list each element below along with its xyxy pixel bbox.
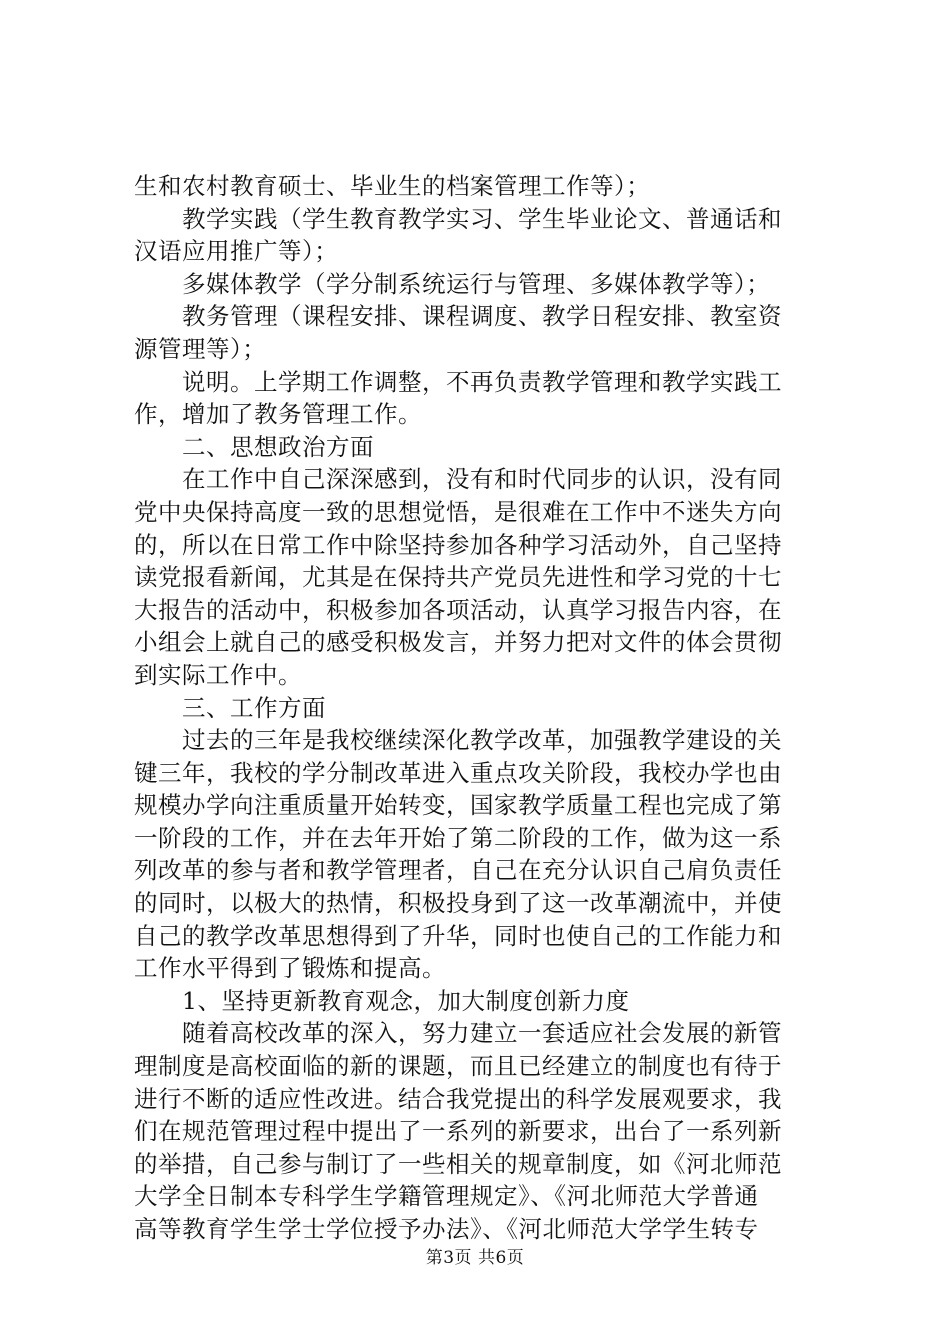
text-line: 说明。上学期工作调整，不再负责教学管理和教学实践工	[182, 367, 782, 396]
text-line: 多媒体教学（学分制系统运行与管理、多媒体教学等）；	[182, 269, 771, 298]
text-line: 三、工作方面	[182, 693, 326, 722]
text-line: 汉语应用推广等）；	[134, 237, 339, 266]
text-line: 过去的三年是我校继续深化教学改革，加强教学建设的关	[182, 726, 782, 755]
text-line: 随着高校改革的深入，努力建立一套适应社会发展的新管	[182, 1019, 782, 1048]
text-line: 党中央保持高度一致的思想觉悟，是很难在工作中不迷失方向	[134, 497, 782, 526]
text-line: 教学实践（学生教育教学实习、学生毕业论文、普通话和	[182, 204, 782, 233]
text-line: 理制度是高校面临的新的课题，而且已经建立的制度也有待于	[134, 1052, 782, 1081]
text-line: 教务管理（课程安排、课程调度、教学日程安排、教室资	[182, 302, 782, 331]
text-line: 生和农村教育硕士、毕业生的档案管理工作等）；	[134, 172, 651, 200]
text-line: 的，所以在日常工作中除坚持参加各种学习活动外，自己坚持	[134, 530, 782, 559]
text-line: 在工作中自己深深感到，没有和时代同步的认识，没有同	[182, 465, 782, 494]
document-body	[134, 170, 830, 1246]
text-line: 的同时，以极大的热情，积极投身到了这一改革潮流中，并使	[134, 889, 782, 918]
text-line: 自己的教学改革思想得到了升华，同时也使自己的工作能力和	[134, 921, 782, 950]
text-line: 们在规范管理过程中提出了一系列的新要求，出台了一系列新	[134, 1117, 782, 1146]
text-line: 二、思想政治方面	[182, 432, 374, 461]
text-line: 大学全日制本专科学生学籍管理规定》、《河北师范大学普通	[134, 1182, 759, 1211]
text-line: 源管理等）；	[134, 334, 267, 363]
document-text	[134, 170, 830, 1246]
text-line: 小组会上就自己的感受积极发言，并努力把对文件的体会贯彻	[134, 628, 782, 657]
text-line: 1、坚持更新教育观念，加大制度创新力度	[182, 986, 630, 1015]
text-line: 高等教育学生学士学位授予办法》、《河北师范大学学生转专	[134, 1215, 759, 1243]
text-line: 到实际工作中。	[134, 660, 302, 689]
text-line: 进行不断的适应性改进。结合我党提出的科学发展观要求，我	[134, 1084, 782, 1113]
page-number-footer: 第3页 共6页	[425, 1248, 525, 1268]
text-line: 作，增加了教务管理工作。	[134, 400, 422, 429]
text-line: 规模办学向注重质量开始转变，国家教学质量工程也完成了第	[134, 791, 782, 820]
text-line: 读党报看新闻，尤其是在保持共产党员先进性和学习党的十七	[134, 563, 782, 592]
text-line: 列改革的参与者和教学管理者，自己在充分认识自己肩负责任	[134, 856, 782, 885]
text-line: 工作水平得到了锻炼和提高。	[134, 954, 446, 983]
text-line: 一阶段的工作，并在去年开始了第二阶段的工作，做为这一系	[134, 823, 782, 852]
text-line: 大报告的活动中，积极参加各项活动，认真学习报告内容，在	[134, 595, 782, 624]
text-line: 的举措，自己参与制订了一些相关的规章制度，如《河北师范	[134, 1149, 782, 1178]
text-line: 键三年，我校的学分制改革进入重点攻关阶段，我校办学也由	[134, 758, 782, 787]
